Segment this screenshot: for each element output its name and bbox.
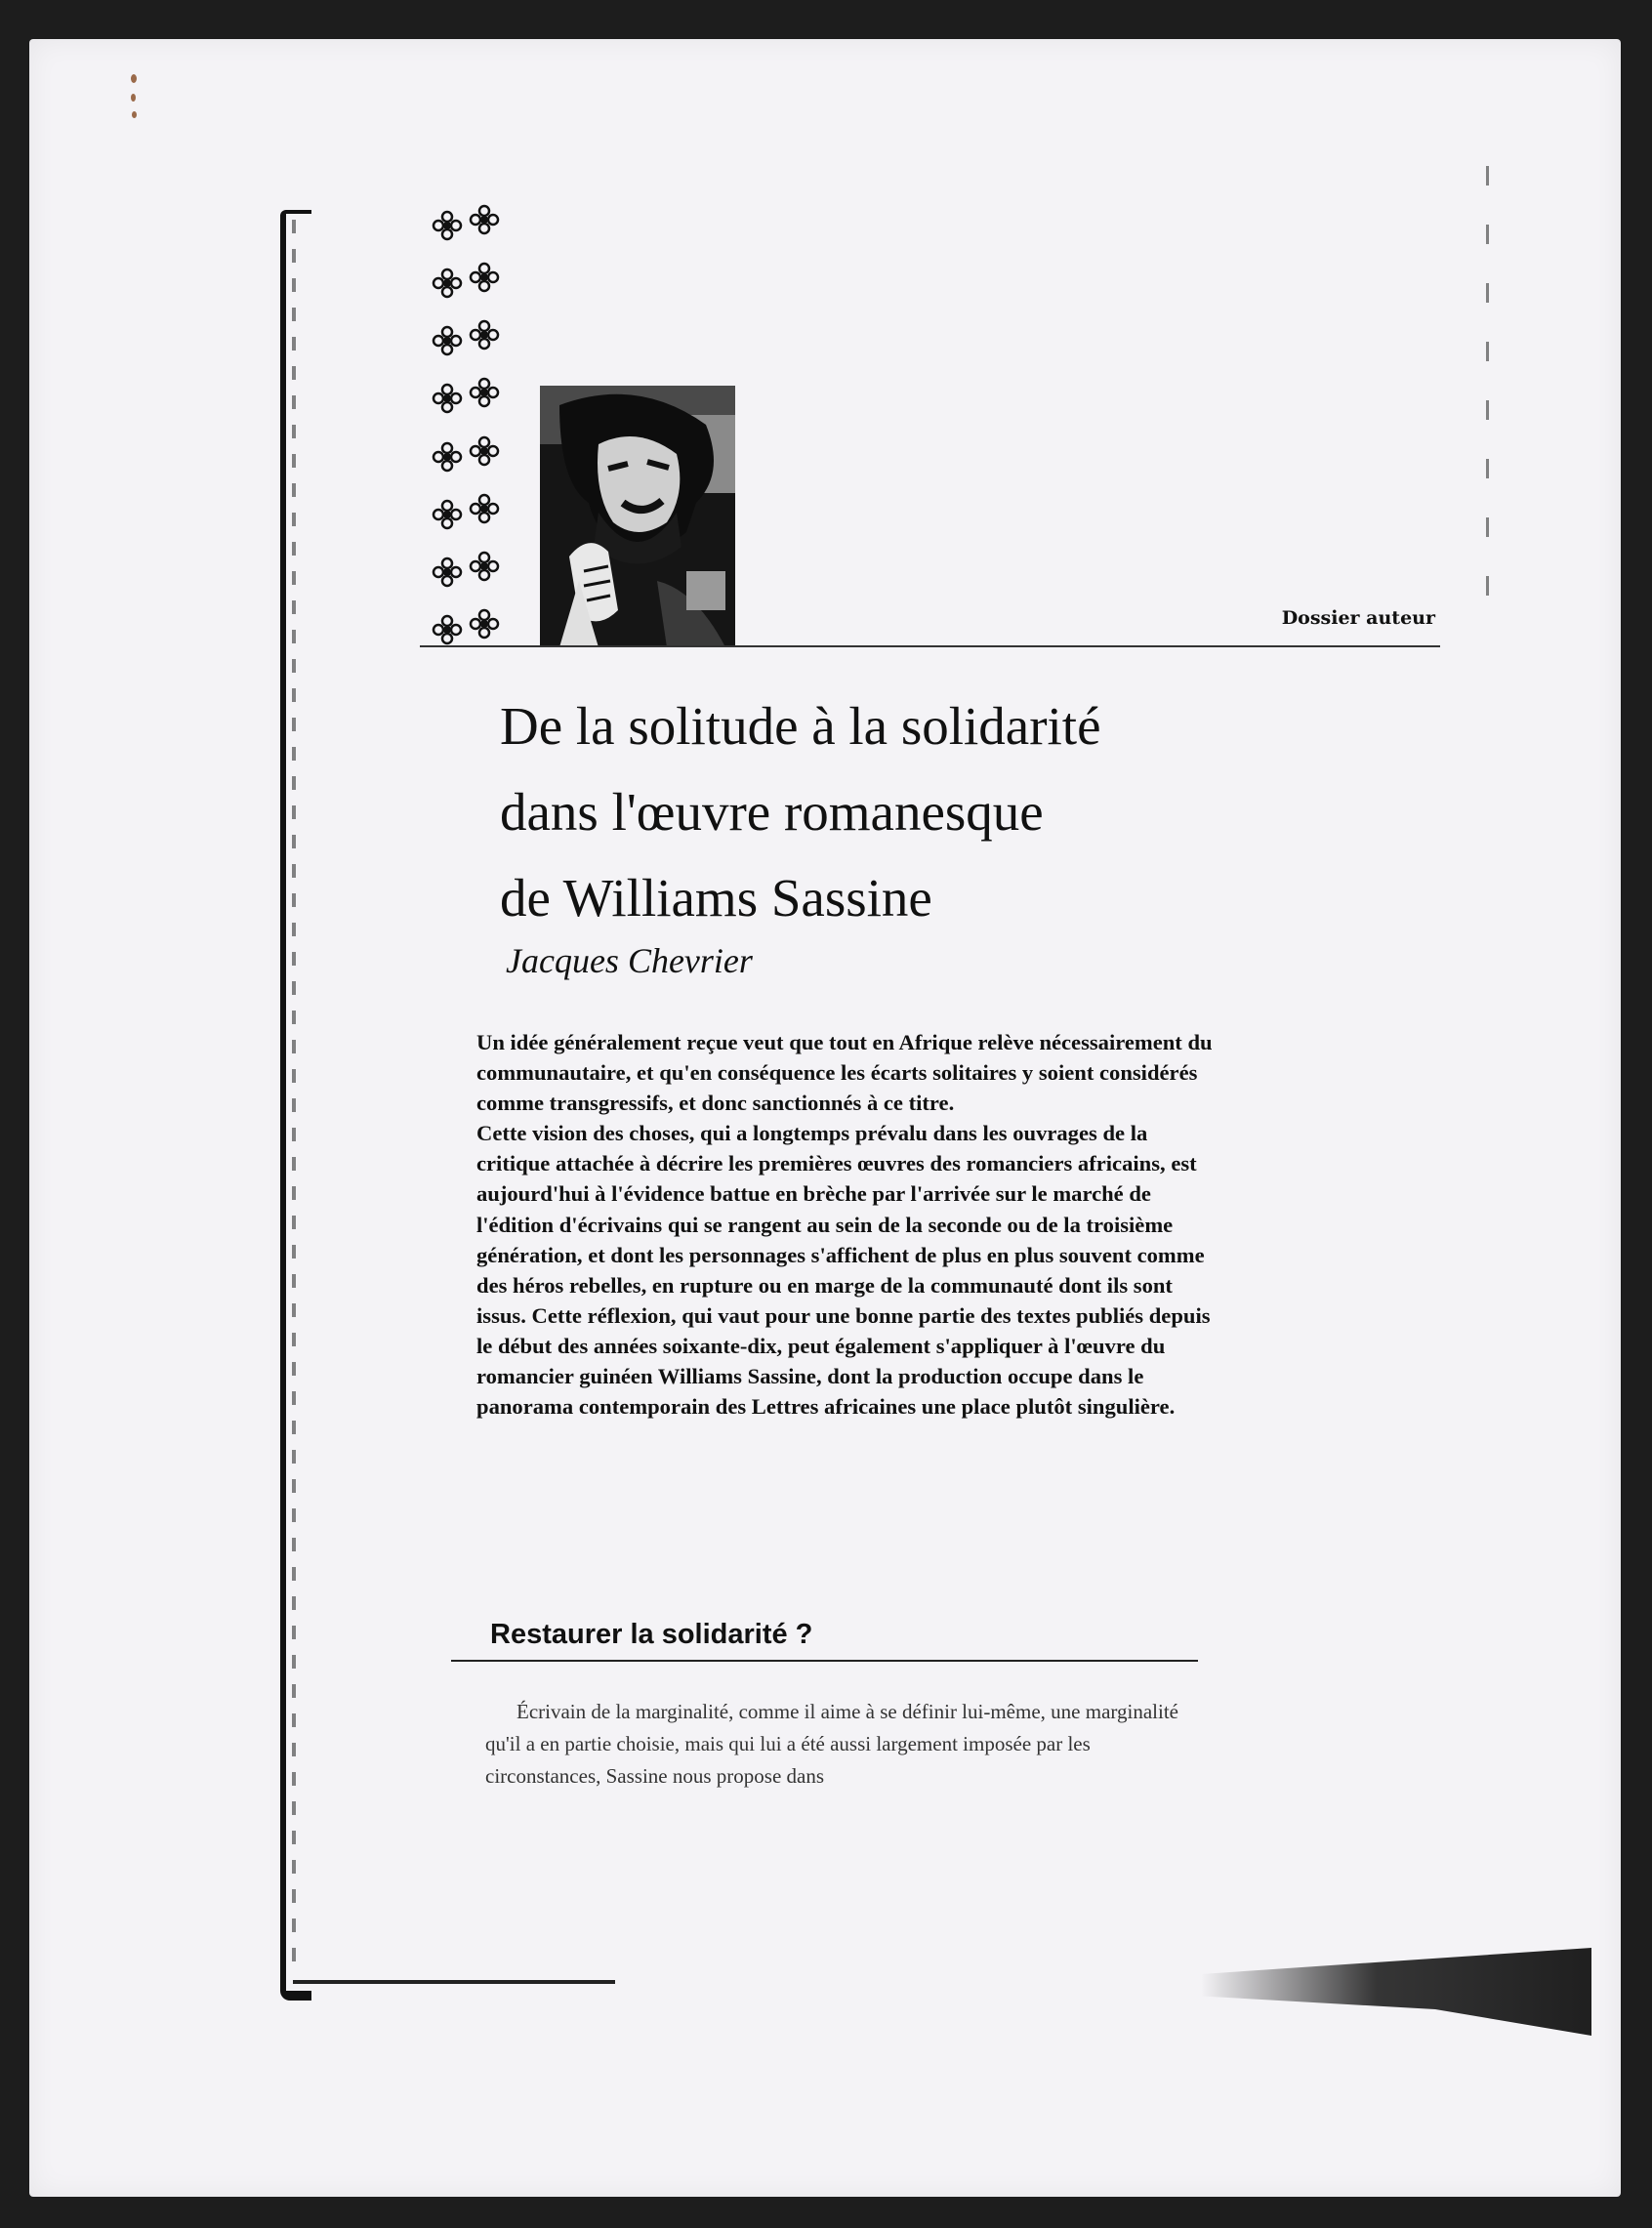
article-abstract <box>476 1027 1218 1422</box>
section-label: Dossier auteur <box>1281 607 1435 629</box>
staple-mark <box>131 94 136 102</box>
author-portrait <box>540 386 735 647</box>
section-heading: Restaurer la solidarité ? <box>490 1619 813 1650</box>
header-rule <box>420 645 1440 647</box>
staple-mark <box>131 74 137 83</box>
portrait-illustration <box>540 386 735 647</box>
knot-ornament <box>420 200 517 245</box>
article-author: Jacques Chevrier <box>506 941 753 980</box>
article-title <box>500 683 1281 941</box>
abstract-paragraph: Un idée généralement reçue veut que tout en Afrique relève nécessairement du communautaire, et qu'en conséquence les écarts solitaires y soient considérés comme transgressifs, et donc sanctionnés à ce titre. <box>476 1030 1213 1116</box>
knot-ornament <box>420 373 517 418</box>
knot-ornament <box>420 258 517 303</box>
knot-ornament <box>420 604 517 649</box>
staple-mark <box>132 111 137 118</box>
knot-ornament-column <box>420 200 517 649</box>
body-paragraph: Écrivain de la marginalité, comme il aime à se définir lui-même, une marginalité qu'il a en partie choisie, mais qui lui a été aussi largement imposée par les circonstances, Sassine nous propose dans <box>485 1700 1178 1788</box>
bleed-through-mark <box>1486 166 1489 635</box>
title-line: de Williams Sassine <box>500 868 932 928</box>
folded-page-edge <box>280 210 311 2001</box>
section-rule <box>451 1660 1198 1662</box>
knot-ornament <box>420 489 517 534</box>
abstract-paragraph: Cette vision des choses, qui a longtemps prévalu dans les ouvrages de la critique attachée à décrire les premières œuvres des romanciers africains, est aujourd'hui à l'évidence battue en brèche par l'arrivée sur le marché de l'édition d'écrivains qui se rangent au sein de la seconde ou de la troisième génération, et dont les personnages s'affichent de plus en plus souvent comme des héros rebelles, en rupture ou en marge de la communauté dont ils sont issus. Cette réflexion, qui vaut pour une bonne partie des textes publiés depuis le début des années soixante-dix, peut également s'appliquer à l'œuvre du romancier guinéen Williams Sassine, dont la production occupe dans le panorama contemporain des Lettres africaines une place plutôt singulière. <box>476 1121 1211 1420</box>
knot-ornament <box>420 315 517 360</box>
body-text <box>485 1696 1208 1793</box>
knot-ornament <box>420 547 517 592</box>
knot-ornament <box>420 432 517 476</box>
fold-bottom-edge <box>293 1980 615 1984</box>
title-line: dans l'œuvre romanesque <box>500 782 1044 842</box>
title-line: De la solitude à la solidarité <box>500 696 1101 756</box>
